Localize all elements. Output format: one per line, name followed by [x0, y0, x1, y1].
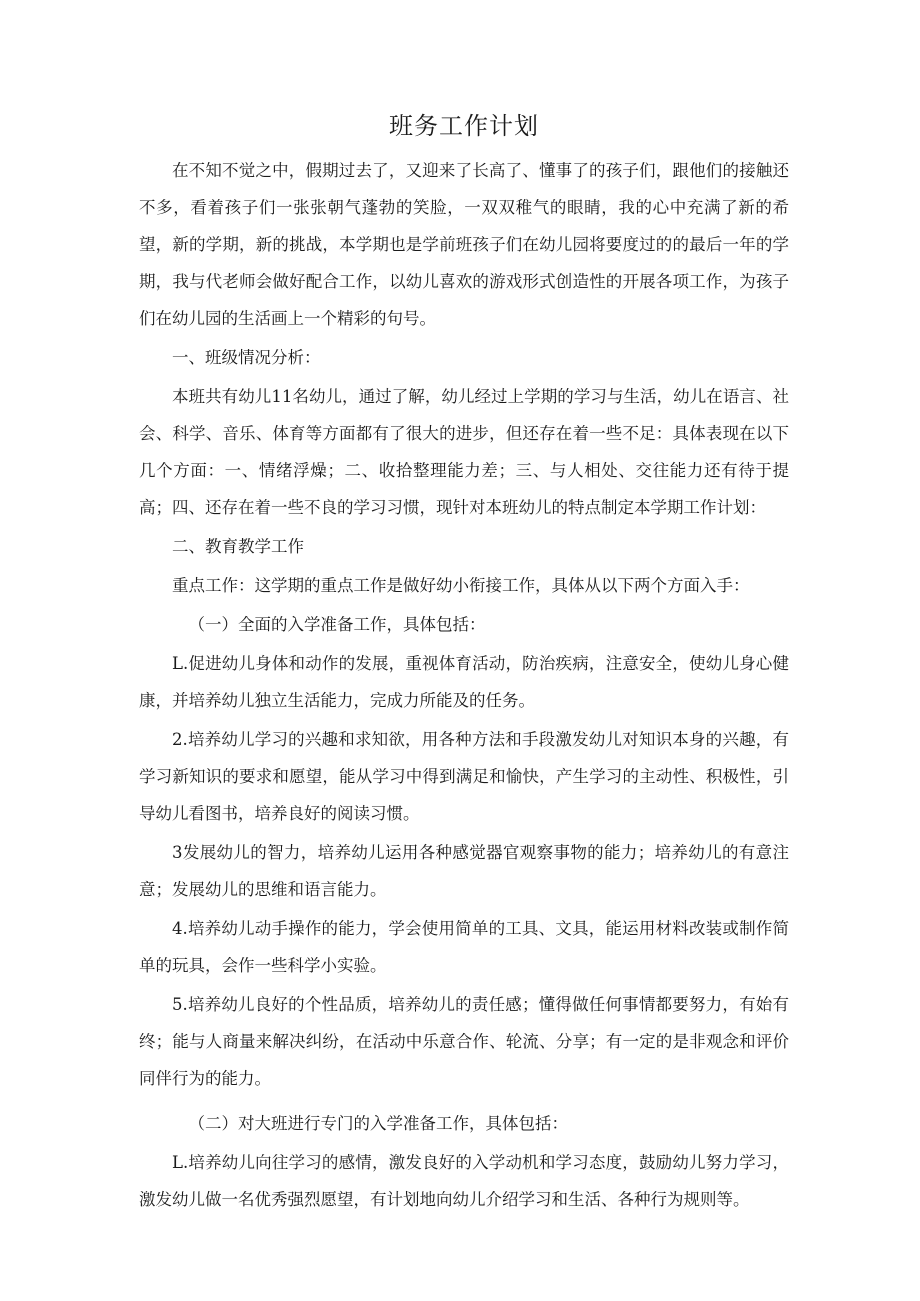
section2-focus: 重点工作：这学期的重点工作是做好幼小衔接工作，具体从以下两个方面入手：	[172, 576, 750, 595]
document-page	[139, 100, 789, 1218]
part1-item-2: 2.培养幼儿学习的兴趣和求知欲，用各种方法和手段激发幼儿对知识本身的兴趣，有学习新知识的要求和愿望，能从学习中得到满足和愉快，产生学习的主动性、积极性，引导幼儿看图书，培养良好的阅读习惯。	[139, 730, 789, 823]
part1-item-1: L.促进幼儿身体和动作的发展，重视体育活动，防治疾病，注意安全，使幼儿身心健康，并培养幼儿独立生活能力，完成力所能及的任务。	[139, 654, 789, 710]
part1-item-4: 4.培养幼儿动手操作的能力，学会使用简单的工具、文具，能运用材料改装或制作简单的玩具，会作一些科学小实验。	[139, 919, 789, 975]
part1-item-3: 3发展幼儿的智力，培养幼儿运用各种感觉器官观察事物的能力；培养幼儿的有意注意；发展幼儿的思维和语言能力。	[139, 843, 789, 899]
part2-item-1: L.培养幼儿向往学习的感情，激发良好的入学动机和学习态度，鼓励幼儿努力学习，激发幼儿做一名优秀强烈愿望，有计划地向幼儿介绍学习和生活、各种行为规则等。	[139, 1153, 789, 1209]
section2-heading: 二、教育教学工作	[172, 537, 304, 556]
part2-heading: （二）对大班进行专门的入学准备工作，具体包括：	[188, 1114, 568, 1133]
part1-heading: （一）全面的入学准备工作，具体包括：	[188, 615, 486, 634]
section1-heading: 一、班级情况分析：	[172, 348, 321, 367]
part1-item-5: 5.培养幼儿良好的个性品质，培养幼儿的责任感；懂得做任何事情都要努力，有始有终；能与人商量来解决纠纷，在活动中乐意合作、轮流、分享；有一定的是非观念和评价同伴行为的能力。	[139, 995, 789, 1088]
document-title: 班务工作计划	[389, 112, 539, 140]
intro-paragraph: 在不知不觉之中，假期过去了，又迎来了长高了、懂事了的孩子们，跟他们的接触还不多，看着孩子们一张张朝气蓬勃的笑脸，一双双稚气的眼睛，我的心中充满了新的希望，新的学期，新的挑战，本学期也是学前班孩子们在幼儿园将要度过的的最后一年的学期，我与代老师会做好配合工作，以幼儿喜欢的游戏形式创造性的开展各项工作，为孩子们在幼儿园的生活画上一个精彩的句号。	[139, 161, 789, 328]
section1-body: 本班共有幼儿11名幼儿，通过了解，幼儿经过上学期的学习与生活，幼儿在语言、社会、科学、音乐、体育等方面都有了很大的进步，但还存在着一些不足：具体表现在以下几个方面：一、情绪浮燥；二、收拾整理能力差；三、与人相处、交往能力还有待于提高；四、还存在着一些不良的学习习惯，现针对本班幼儿的特点制定本学期工作计划：	[139, 387, 789, 517]
